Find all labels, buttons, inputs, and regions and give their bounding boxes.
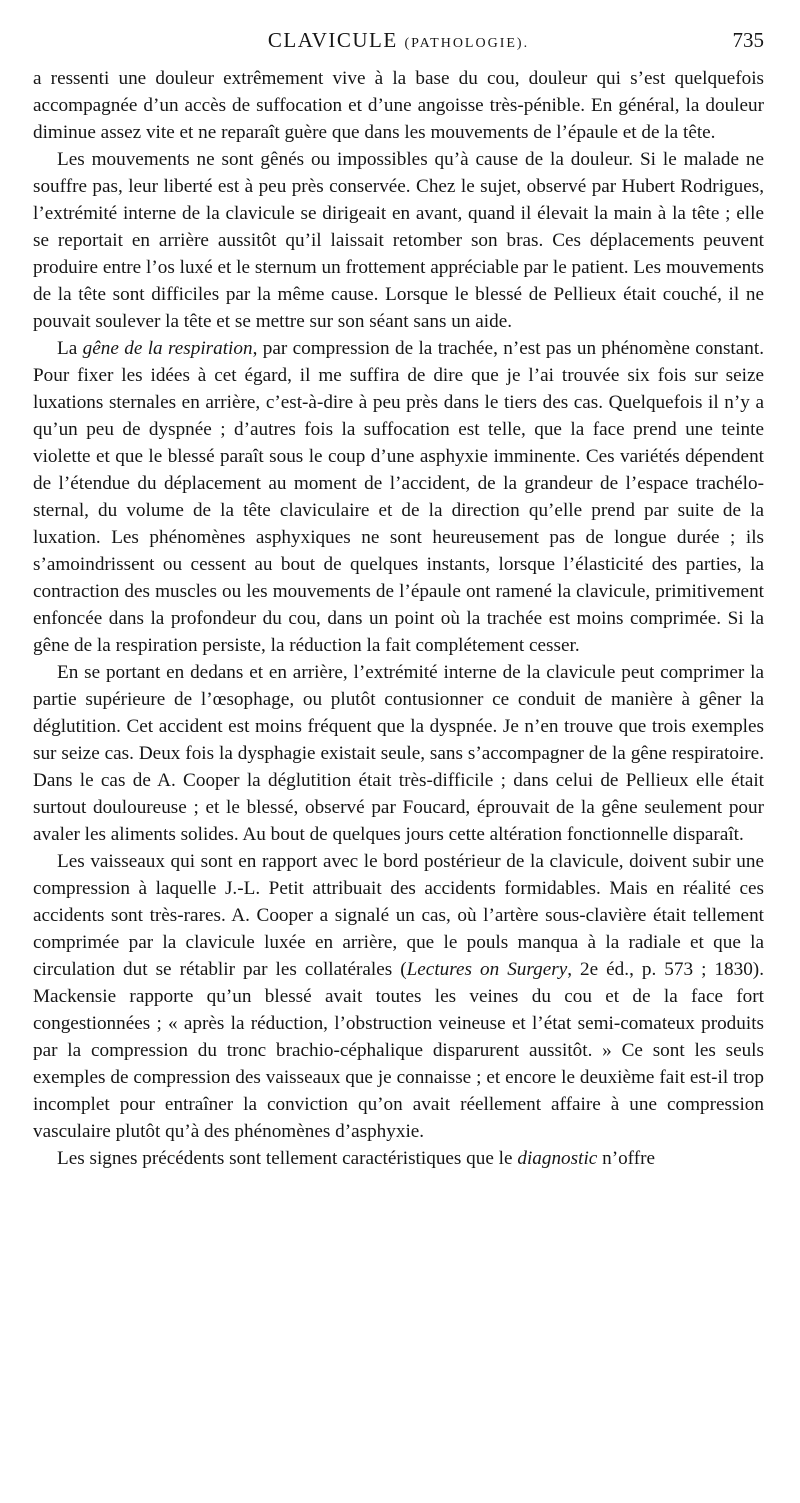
running-title — [33, 28, 764, 53]
paragraph — [33, 848, 764, 1145]
text-run: , 2e éd., p. 573 ; 1830). Mackensie rapporte qu’un blessé avait toutes les veines du cou et de la face fort congestionnées ; « après la réduction, l’obstruction veineuse et l’état semi-comateux produits par la compression du tronc brachio-céphalique disparurent aussitôt. » Ce sont les seuls exemples de compression des vaisseaux que je connaisse ; et encore le deuxième fait est-il trop incomplet pour entraîner la conviction qu’on avait réellement affaire à une compression vasculaire plutôt qu’à des phénomènes d’asphyxie. — [33, 959, 764, 1142]
title-main: CLAVICULE — [267, 28, 398, 52]
italic-phrase: Lectures on Surgery — [406, 959, 568, 980]
title-subtitle: (PATHOLOGIE). — [404, 36, 530, 51]
text-run: Les mouvements ne sont gênés ou impossibles qu’à cause de la douleur. Si le malade ne souffre pas, leur liberté est à peu près conservée. Chez le sujet, observé par Hubert Rodrigues, l’extrémité interne de la clavicule se dirigeait en avant, quand il élevait la main à la tête ; elle se reportait en arrière aussitôt qu’il laissait retomber son bras. Ces déplacements peuvent produire entre l’os luxé et le sternum un frottement appréciable par le patient. Les mouvements de la tête sont difficiles par la même cause. Lorsque le blessé de Pellieux était couché, il ne pouvait soulever la tête et se mettre sur son séant sans un aide. — [33, 149, 764, 332]
paragraph — [33, 659, 764, 848]
body-text — [33, 65, 764, 1172]
italic-phrase: diagnostic — [517, 1148, 598, 1169]
paragraph — [33, 146, 764, 335]
running-header — [33, 28, 764, 58]
text-run: La — [57, 338, 83, 359]
italic-phrase: gêne de la respiration — [82, 338, 253, 359]
text-run: En se portant en dedans et en arrière, l’extrémité interne de la clavicule peut comprimer la partie supérieure de l’œsophage, ou plutôt contusionner ce conduit de manière à gêner la déglutition. Cet accident est moins fréquent que la dyspnée. Je n’en trouve que trois exemples sur seize cas. Deux fois la dysphagie existait seule, sans s’accompagner de la gêne respiratoire. Dans le cas de A. Cooper la déglutition était très-difficile ; dans celui de Pellieux elle était surtout douloureuse ; et le blessé, observé par Foucard, éprouvait de la gêne seulement pour avaler les aliments solides. Au bout de quelques jours cette altération fonctionnelle disparaît. — [33, 662, 764, 845]
text-run: Les signes précédents sont tellement caractéristiques que le — [57, 1148, 518, 1169]
text-run: n’offre — [597, 1148, 656, 1169]
paragraph — [33, 1145, 764, 1172]
text-run: a ressenti une douleur extrêmement vive à la base du cou, douleur qui s’est quelquefois accompagnée d’un accès de suffocation et d’une angoisse très-pénible. En général, la douleur diminue assez vite et ne reparaît guère que dans les mouvements de l’épaule et de la tête. — [33, 68, 764, 143]
paragraph — [33, 65, 764, 146]
text-run: Les vaisseaux qui sont en rapport avec le bord postérieur de la clavicule, doivent subir une compression à laquelle J.-L. Petit attribuait des accidents formidables. Mais en réalité ces accidents sont très-rares. A. Cooper a signalé un cas, où l’artère sous-clavière était tellement comprimée par la clavicule luxée en arrière, que le pouls manqua à la radiale et que la circulation dut se rétablir par les collatérales ( — [33, 851, 764, 980]
page-number: 735 — [732, 28, 764, 52]
paragraph — [33, 335, 764, 659]
text-run: , par compression de la trachée, n’est pas un phénomène constant. Pour fixer les idées à cet égard, il me suffira de dire que je l’ai trouvée six fois sur seize luxations sternales en arrière, c’est-à-dire à peu près dans le tiers des cas. Quelquefois il n’y a qu’un peu de dyspnée ; d’autres fois la suffocation est telle, que la face prend une teinte violette et que le blessé paraît sous le coup d’une asphyxie imminente. Ces variétés dépendent de l’étendue du déplacement au moment de l’accident, de la grandeur de l’espace trachélo-sternal, du volume de la tête claviculaire et de la direction qu’elle prend par suite de la luxation. Les phénomènes asphyxiques ne sont heureusement pas de longue durée ; ils s’amoindrissent ou cessent au bout de quelques instants, lorsque l’élasticité des parties, la contraction des muscles ou les mouvements de l’épaule ont ramené la clavicule, primitivement enfoncée dans la profondeur du cou, dans un point où la trachée est moins comprimée. Si la gêne de la respiration persiste, la réduction la fait complétement cesser. — [33, 338, 764, 656]
